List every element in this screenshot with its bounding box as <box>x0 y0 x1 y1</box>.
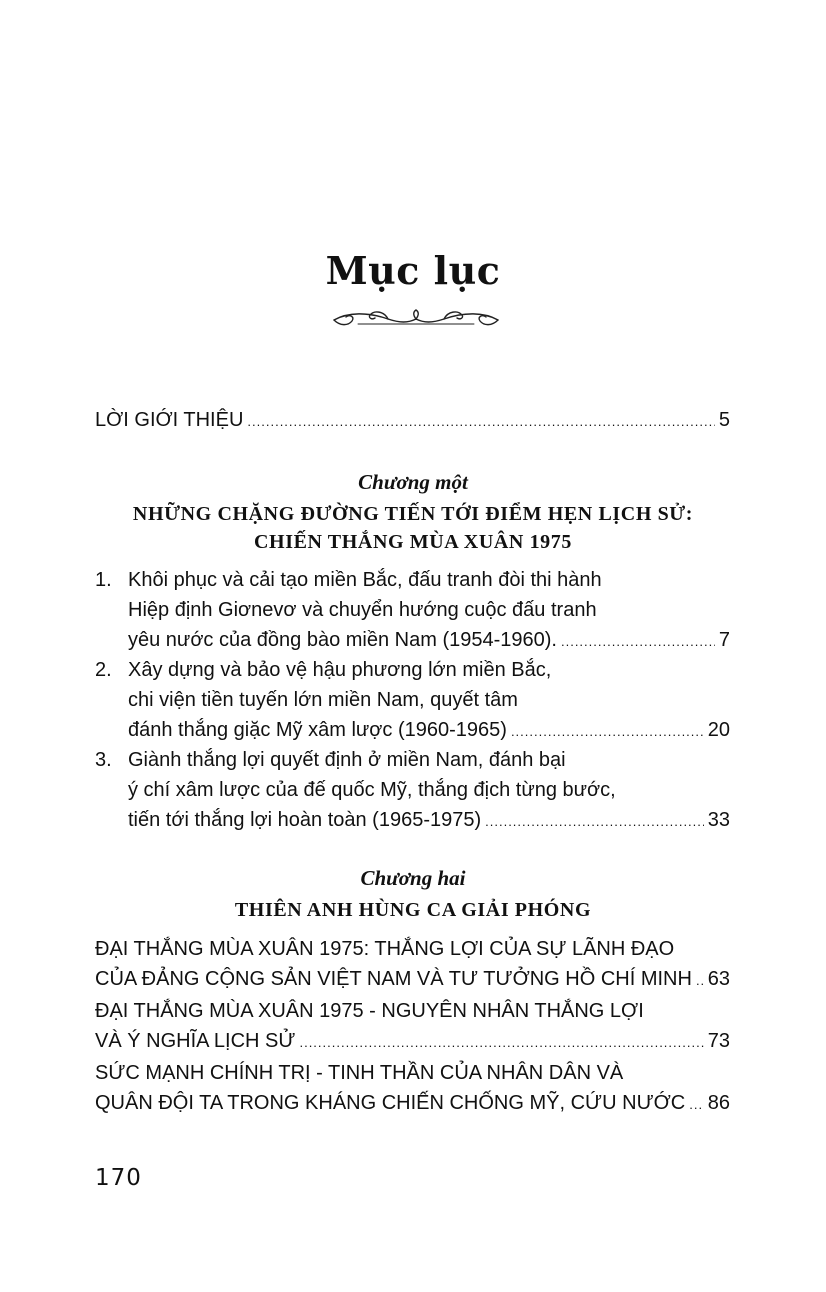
chapter-2-label: Chương hai <box>360 866 466 890</box>
entry-page: 63 <box>707 968 730 990</box>
chapter-1-label: Chương một <box>358 470 468 494</box>
entry-page: 86 <box>707 1092 730 1114</box>
chapter-1-title-line-1: NHỮNG CHẶNG ĐƯỜNG TIẾN TỚI ĐIỂM HẸN LỊCH SỬ: <box>132 503 694 525</box>
entry-line: SỨC MẠNH CHÍNH TRỊ - TINH THẦN CỦA NHÂN DÂN VÀ <box>95 1062 624 1084</box>
entry-line: Giành thắng lợi quyết định ở miền Nam, đánh bại <box>128 749 566 771</box>
dot-leader <box>247 407 714 437</box>
entry-line: Hiệp định Giơnevơ và chuyển hướng cuộc đấu tranh <box>128 599 597 621</box>
dot-leader <box>689 1090 704 1120</box>
toc-entry-2-1[interactable] <box>95 934 730 996</box>
page-number: 170 <box>95 1165 142 1191</box>
entry-line: chi viện tiền tuyến lớn miền Nam, quyết tâm <box>128 689 518 711</box>
entry-line: tiến tới thắng lợi hoàn toàn (1965-1975) <box>128 809 482 831</box>
chapter-1-title-line-2: CHIẾN THẮNG MÙA XUÂN 1975 <box>254 531 572 553</box>
entry-line: CỦA ĐẢNG CỘNG SẢN VIỆT NAM VÀ TƯ TƯỞNG HỒ CHÍ MINH <box>95 968 692 990</box>
entry-line: VÀ Ý NGHĨA LỊCH SỬ <box>95 1030 296 1052</box>
entry-number: 2. <box>95 659 112 681</box>
dot-leader <box>561 627 715 657</box>
page-title: Mục lục <box>325 248 501 293</box>
entry-page: 7 <box>718 629 730 651</box>
entry-page: 20 <box>707 719 730 741</box>
flourish-ornament-icon <box>328 306 504 330</box>
toc-entry-1-2[interactable] <box>95 655 730 747</box>
toc-entry-1-3[interactable] <box>95 745 730 837</box>
toc-entry-intro[interactable] <box>95 405 730 437</box>
entry-line: ĐẠI THẮNG MÙA XUÂN 1975 - NGUYÊN NHÂN THẮNG LỢI <box>95 1000 644 1022</box>
entry-line: QUÂN ĐỘI TA TRONG KHÁNG CHIẾN CHỐNG MỸ, CỨU NƯỚC <box>95 1092 686 1114</box>
entry-line: Xây dựng và bảo vệ hậu phương lớn miền Bắc, <box>128 659 552 681</box>
toc-entry-1-1[interactable] <box>95 565 730 657</box>
dot-leader <box>511 717 704 747</box>
entry-page: 33 <box>707 809 730 831</box>
chapter-2-title: THIÊN ANH HÙNG CA GIẢI PHÓNG <box>234 899 592 921</box>
dot-leader <box>299 1028 703 1058</box>
entry-page: 5 <box>718 409 730 431</box>
entry-number: 3. <box>95 749 112 771</box>
entry-line: ý chí xâm lược của đế quốc Mỹ, thắng địch từng bước, <box>128 779 616 801</box>
entry-page: 73 <box>707 1030 730 1052</box>
dot-leader <box>696 966 704 996</box>
toc-entry-2-3[interactable] <box>95 1058 730 1120</box>
entry-title: LỜI GIỚI THIỆU <box>95 409 244 431</box>
entry-line: yêu nước của đồng bào miền Nam (1954-1960). <box>128 629 557 651</box>
entry-line: ĐẠI THẮNG MÙA XUÂN 1975: THẮNG LỢI CỦA SỰ LÃNH ĐẠO <box>95 938 675 960</box>
entry-line: Khôi phục và cải tạo miền Bắc, đấu tranh đòi thi hành <box>128 569 602 591</box>
toc-entry-2-2[interactable] <box>95 996 730 1058</box>
entry-line: đánh thắng giặc Mỹ xâm lược (1960-1965) <box>128 719 507 741</box>
dot-leader <box>485 807 704 837</box>
entry-number: 1. <box>95 569 112 591</box>
